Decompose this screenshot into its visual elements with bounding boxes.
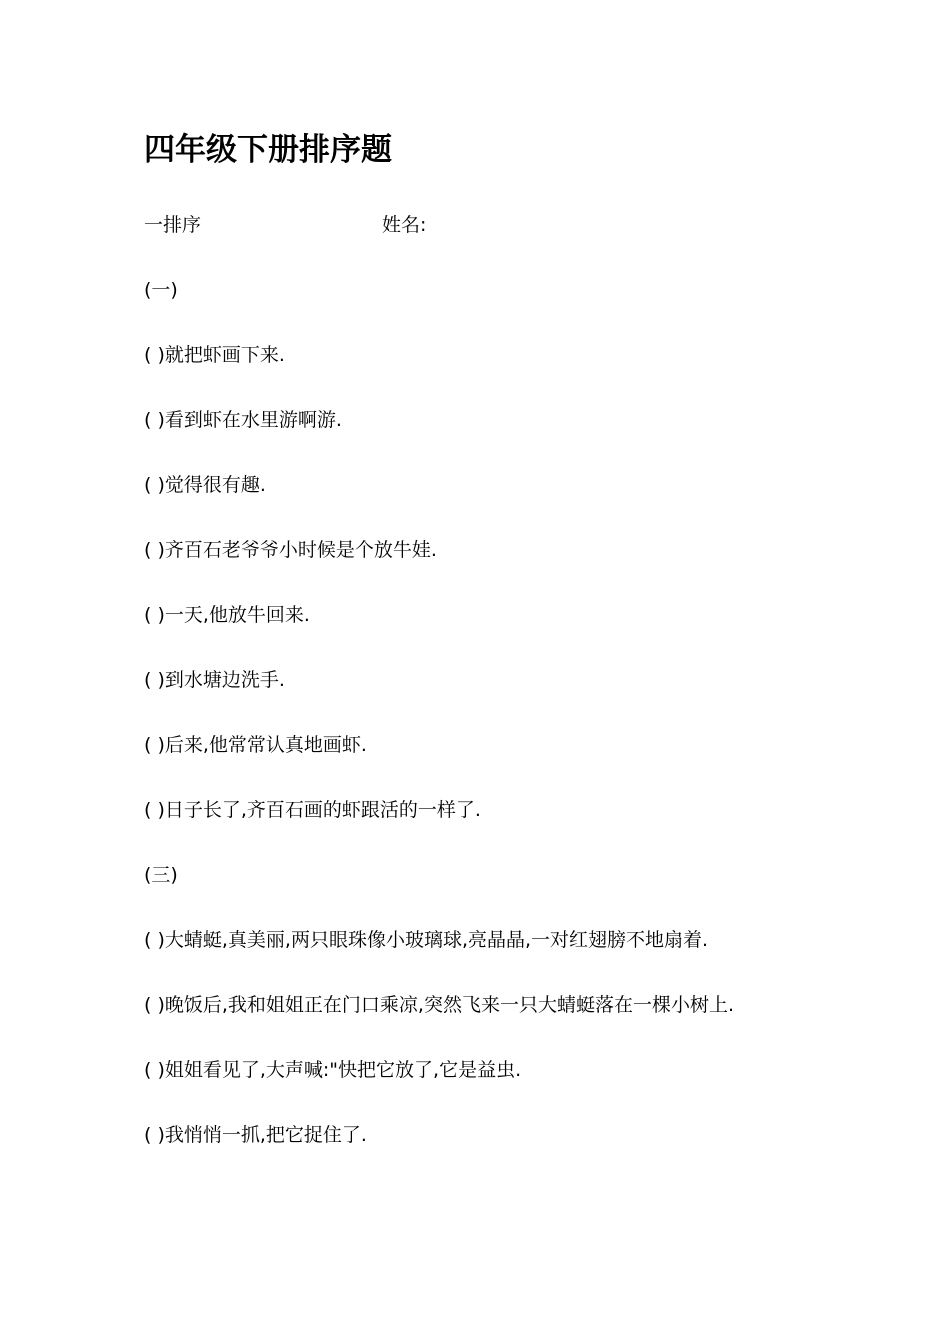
header-row <box>144 211 844 239</box>
subsection-heading-1: (一) <box>144 279 178 301</box>
ordering-item: ( )觉得很有趣. <box>144 474 266 496</box>
section-label: 一排序 <box>144 214 202 236</box>
ordering-item: ( )后来,他常常认真地画虾. <box>144 734 367 756</box>
ordering-item: ( )就把虾画下来. <box>144 344 285 366</box>
name-field-label: 姓名: <box>382 214 427 236</box>
ordering-item: ( )看到虾在水里游啊游. <box>144 409 342 431</box>
page-title: 四年级下册排序题 <box>144 132 392 168</box>
ordering-item: ( )晚饭后,我和姐姐正在门口乘凉,突然飞来一只大蜻蜓落在一棵小树上. <box>144 994 734 1016</box>
ordering-item: ( )我悄悄一抓,把它捉住了. <box>144 1124 367 1146</box>
ordering-item: ( )到水塘边洗手. <box>144 669 285 691</box>
ordering-item: ( )齐百石老爷爷小时候是个放牛娃. <box>144 539 437 561</box>
ordering-item: ( )大蜻蜓,真美丽,两只眼珠像小玻璃球,亮晶晶,一对红翅膀不地扇着. <box>144 929 709 951</box>
ordering-item: ( )日子长了,齐百石画的虾跟活的一样了. <box>144 799 481 821</box>
subsection-heading-3: (三) <box>144 864 178 886</box>
ordering-item: ( )姐姐看见了,大声喊:"快把它放了,它是益虫. <box>144 1059 522 1081</box>
ordering-item: ( )一天,他放牛回来. <box>144 604 310 626</box>
